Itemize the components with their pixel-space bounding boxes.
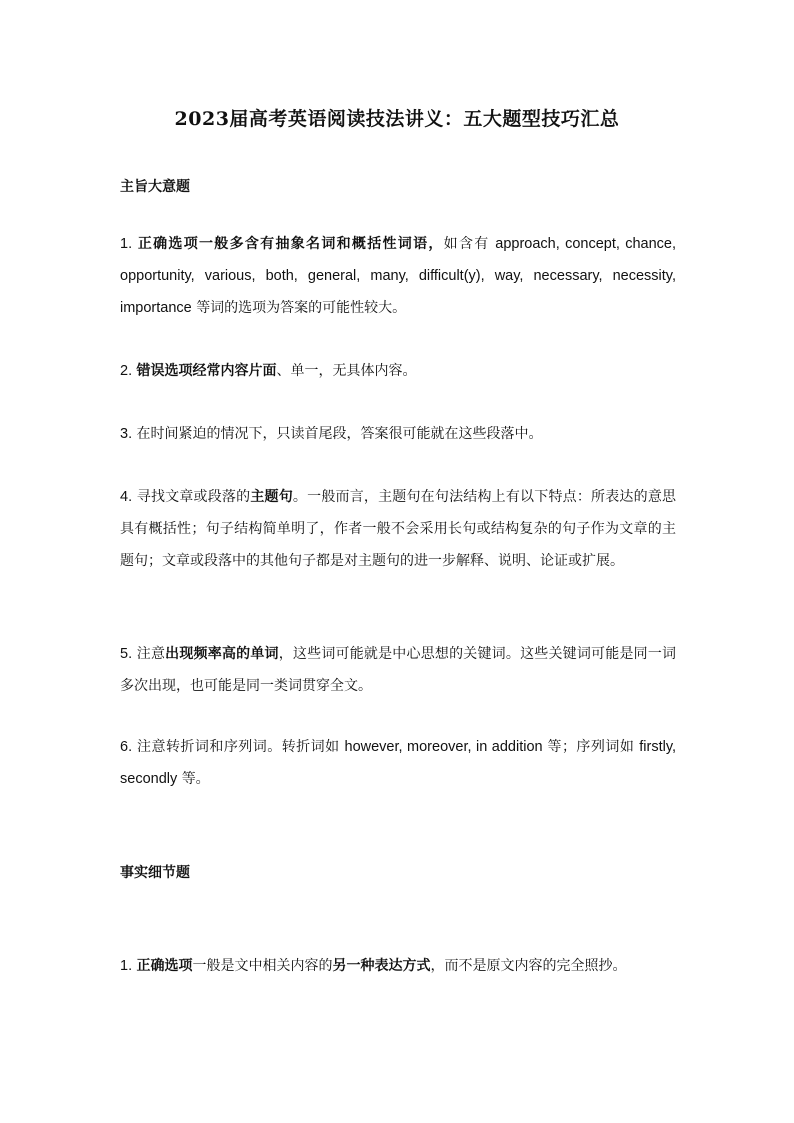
main-idea-tip-5: 5. 注意出现频率高的单词，这些词可能就是中心思想的关键词。这些关键词可能是同一词多次出现，也可能是同一类词贯穿全文。 <box>120 646 677 694</box>
tip-1-words: approach, concept, chance, opportunity, various, both, general, many, difficult(y), way, necessary, necessity, importance <box>120 236 677 316</box>
document-title: 2023届高考英语阅读技法讲义：五大题型技巧汇总 <box>174 108 620 130</box>
main-idea-tip-6: 6. 注意转折词和序列词。转折词如 however, moreover, in addition 等；序列词如 firstly, secondly 等。 <box>120 739 677 787</box>
section-heading-fact-detail: 事实细节题 <box>120 865 190 881</box>
main-idea-tip-4: 4. 寻找文章或段落的主题句。一般而言，主题句在句法结构上有以下特点：所表达的意思具有概括性；句子结构简单明了，作者一般不会采用长句或结构复杂的句子作为文章的主题句；文章或段落中的其他句子都是对主题句的进一步解释、说明、论证或扩展。 <box>120 489 677 569</box>
tip-1-bold: 正确选项一般多含有抽象名词和概括性词语， <box>137 236 444 252</box>
main-idea-tip-1: 1. 正确选项一般多含有抽象名词和概括性词语，如含有 approach, concept, chance, opportunity, various, both, general, many, difficult(y), way, necessary, necessity, importance 等词的选项为答案的可能性较大。 <box>120 236 677 316</box>
main-idea-tip-2: 2. 错误选项经常内容片面、单一，无具体内容。 <box>120 363 417 379</box>
fact-detail-tip-1: 1. 正确选项一般是文中相关内容的另一种表达方式，而不是原文内容的完全照抄。 <box>120 958 627 974</box>
section-heading-main-idea: 主旨大意题 <box>120 179 190 195</box>
main-idea-tip-3: 3. 在时间紧迫的情况下，只读首尾段，答案很可能就在这些段落中。 <box>120 426 543 442</box>
